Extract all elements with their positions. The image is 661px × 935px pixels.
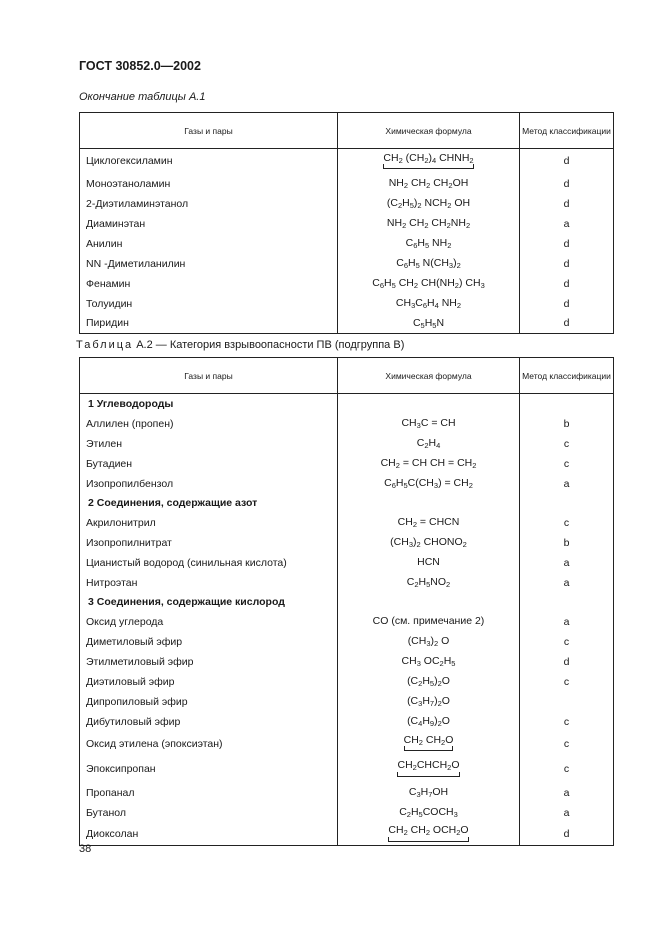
formula-text: $CH_2$ $CH_2O$ xyxy=(404,735,454,754)
method-cell: d xyxy=(520,294,614,314)
formula-cell xyxy=(338,294,520,314)
formula-cell xyxy=(338,414,520,434)
method-cell: a xyxy=(520,783,614,803)
table-row xyxy=(80,712,614,732)
substance-name-cell: Анилин xyxy=(80,234,338,254)
formula-cell xyxy=(338,632,520,652)
method-cell: a xyxy=(520,803,614,823)
formula-text: $CH_2CHCH_2O$ xyxy=(397,760,459,779)
substance-name-cell: Диэтиловый эфир xyxy=(80,672,338,692)
table-row xyxy=(80,553,614,573)
formula-text: $C_5H_5N$ xyxy=(412,316,445,330)
substance-name-cell: Пиридин xyxy=(80,314,338,334)
substance-name-cell: Пропанал xyxy=(80,783,338,803)
empty-cell xyxy=(338,494,520,513)
table-row xyxy=(80,783,614,803)
ring-bond-bracket xyxy=(388,837,468,842)
formula-text: $NH_2$ $CH_2$ $CH_2OH$ xyxy=(388,176,469,190)
table2-caption xyxy=(76,339,404,351)
substance-name-cell: Аллилен (пропен) xyxy=(80,414,338,434)
substance-name-cell: Оксид углерода xyxy=(80,612,338,632)
table-row xyxy=(80,394,614,414)
method-cell: a xyxy=(520,553,614,573)
formula-text: $CH_3$ $OC_2H_5$ xyxy=(401,654,456,668)
table-row xyxy=(80,194,614,214)
formula-cell xyxy=(338,553,520,573)
table-row xyxy=(80,314,614,334)
formula-cell xyxy=(338,756,520,783)
substance-name-cell: Нитроэтан xyxy=(80,573,338,593)
empty-cell xyxy=(338,394,520,414)
substance-name-cell: Бутадиен xyxy=(80,454,338,474)
substance-name-cell: Дибутиловый эфир xyxy=(80,712,338,732)
table-row xyxy=(80,632,614,652)
page-number: 38 xyxy=(79,843,92,855)
substance-name-cell: Эпоксипропан xyxy=(80,756,338,783)
method-cell: a xyxy=(520,474,614,494)
table-row xyxy=(80,593,614,612)
formula-cell xyxy=(338,672,520,692)
column-header-formula: Химическая формула xyxy=(338,358,520,394)
table-row xyxy=(80,652,614,672)
method-cell: a xyxy=(520,612,614,632)
formula-cell xyxy=(338,314,520,334)
formula-text: $(CH_3)_2$ O xyxy=(407,634,450,648)
method-cell: d xyxy=(520,823,614,846)
table-row xyxy=(80,573,614,593)
empty-cell xyxy=(338,593,520,612)
formula-text: $C_3H_7OH$ xyxy=(408,785,449,799)
document-id: ГОСТ 30852.0—2002 xyxy=(79,59,201,73)
substance-name-cell: Диметиловый эфир xyxy=(80,632,338,652)
section-heading: 2 Соединения, содержащие азот xyxy=(80,494,338,513)
formula-text: $(C_3H_7)_2O$ xyxy=(407,694,450,708)
substance-name-cell: Диоксолан xyxy=(80,823,338,846)
empty-cell xyxy=(520,494,614,513)
substance-name-cell: Дипропиловый эфир xyxy=(80,692,338,712)
formula-cell xyxy=(338,513,520,533)
method-cell: c xyxy=(520,732,614,756)
formula-cell xyxy=(338,234,520,254)
method-cell: b xyxy=(520,533,614,553)
formula-cell xyxy=(338,573,520,593)
table-row xyxy=(80,494,614,513)
table-row xyxy=(80,434,614,454)
method-cell: d xyxy=(520,274,614,294)
formula-cell xyxy=(338,823,520,846)
formula-text: $CH_2$ $(CH_2)_4$ $CHNH_2$ xyxy=(383,153,473,172)
substance-name-cell: 2-Диэтиламинэтанол xyxy=(80,194,338,214)
ring-bond-bracket xyxy=(404,746,454,751)
method-cell: d xyxy=(520,149,614,174)
formula-cell xyxy=(338,454,520,474)
table-row xyxy=(80,214,614,234)
formula-cell xyxy=(338,434,520,454)
formula-text: $CH_3C_6H_4$ $NH_2$ xyxy=(395,296,462,310)
method-cell: c xyxy=(520,712,614,732)
formula-text: $C_6H_5C(CH_3) = CH_2$ xyxy=(384,476,473,490)
table-row xyxy=(80,474,614,494)
method-cell: d xyxy=(520,194,614,214)
formula-text: $(CH_3)_2$ $CHONO_2$ xyxy=(390,535,467,549)
formula-cell xyxy=(338,783,520,803)
formula-text: $CH_2$ = CHCN xyxy=(397,515,460,529)
table2-header-row xyxy=(80,358,614,394)
substance-name-cell: Этилметиловый эфир xyxy=(80,652,338,672)
formula-cell xyxy=(338,652,520,672)
substance-name-cell: Диаминэтан xyxy=(80,214,338,234)
table2-body xyxy=(80,394,614,846)
table-row xyxy=(80,513,614,533)
method-cell: d xyxy=(520,254,614,274)
table1-header-row xyxy=(80,113,614,149)
method-cell: d xyxy=(520,234,614,254)
method-cell: c xyxy=(520,756,614,783)
table-row xyxy=(80,803,614,823)
table-row xyxy=(80,234,614,254)
method-cell: d xyxy=(520,314,614,334)
table1-caption: Окончание таблицы А.1 xyxy=(79,91,206,103)
method-cell xyxy=(520,692,614,712)
section-heading: 3 Соединения, содержащие кислород xyxy=(80,593,338,612)
table-row xyxy=(80,732,614,756)
substance-name-cell: Фенамин xyxy=(80,274,338,294)
method-cell: a xyxy=(520,573,614,593)
table2-caption-text: А.2 — Категория взрывоопасности ПВ (подгруппа В) xyxy=(136,339,405,351)
method-cell: c xyxy=(520,513,614,533)
formula-text: $C_6H_5$ $N(CH_3)_2$ xyxy=(396,256,461,270)
column-header-method: Метод классификации xyxy=(520,113,614,149)
formula-text: $(C_4H_9)_2O$ xyxy=(407,714,450,728)
formula-text: $NH_2$ $CH_2$ $CH_2NH_2$ xyxy=(386,216,471,230)
table-row xyxy=(80,254,614,274)
formula-cell xyxy=(338,474,520,494)
method-cell: c xyxy=(520,672,614,692)
ring-bond-bracket xyxy=(397,772,459,777)
table2-caption-prefix: Таблица xyxy=(76,339,134,351)
substance-name-cell: Бутанол xyxy=(80,803,338,823)
formula-text: CO (см. примечание 2) xyxy=(372,614,485,627)
formula-text: $CH_3C$ = CH xyxy=(401,416,456,430)
column-header-gases: Газы и пары xyxy=(80,358,338,394)
table-row xyxy=(80,692,614,712)
column-header-method: Метод классификации xyxy=(520,358,614,394)
table-row xyxy=(80,454,614,474)
substance-name-cell: Акрилонитрил xyxy=(80,513,338,533)
formula-cell xyxy=(338,612,520,632)
formula-cell xyxy=(338,533,520,553)
substance-name-cell: NN -Диметиланилин xyxy=(80,254,338,274)
substance-name-cell: Изопропилбензол xyxy=(80,474,338,494)
table1-body xyxy=(80,149,614,334)
method-cell: d xyxy=(520,652,614,672)
substance-name-cell: Этилен xyxy=(80,434,338,454)
formula-cell xyxy=(338,149,520,174)
formula-cell xyxy=(338,732,520,756)
substance-name-cell: Цианистый водород (синильная кислота) xyxy=(80,553,338,573)
formula-cell xyxy=(338,174,520,194)
formula-text: $C_6H_5$ $CH_2$ $CH(NH_2)$ $CH_3$ xyxy=(372,276,485,290)
formula-text: HCN xyxy=(417,555,440,568)
empty-cell xyxy=(520,394,614,414)
method-cell: c xyxy=(520,632,614,652)
formula-text: $C_6H_5$ $NH_2$ xyxy=(405,236,452,250)
table-row xyxy=(80,274,614,294)
table-row xyxy=(80,174,614,194)
table-row xyxy=(80,533,614,553)
substance-name-cell: Циклогексиламин xyxy=(80,149,338,174)
table-row xyxy=(80,672,614,692)
formula-text: $CH_2$ $CH_2$ $OCH_2O$ xyxy=(388,825,468,844)
formula-text: $(C_2H_5)_2O$ xyxy=(407,674,450,688)
formula-cell xyxy=(338,214,520,234)
formula-cell xyxy=(338,194,520,214)
substance-name-cell: Толуидин xyxy=(80,294,338,314)
formula-text: $C_2H_5NO_2$ xyxy=(406,575,451,589)
formula-cell xyxy=(338,803,520,823)
method-cell: c xyxy=(520,434,614,454)
table-row xyxy=(80,149,614,174)
column-header-gases: Газы и пары xyxy=(80,113,338,149)
formula-text: $C_2H_4$ xyxy=(416,436,441,450)
substance-name-cell: Изопропилнитрат xyxy=(80,533,338,553)
method-cell: b xyxy=(520,414,614,434)
table-row xyxy=(80,294,614,314)
method-cell: d xyxy=(520,174,614,194)
substance-name-cell: Моноэтаноламин xyxy=(80,174,338,194)
section-heading: 1 Углеводороды xyxy=(80,394,338,414)
empty-cell xyxy=(520,593,614,612)
table-row xyxy=(80,756,614,783)
formula-text: $(C_2H_5)_2$ $NCH_2$ OH xyxy=(386,196,471,210)
ring-bond-bracket xyxy=(383,164,473,169)
substance-name-cell: Оксид этилена (эпоксиэтан) xyxy=(80,732,338,756)
formula-cell xyxy=(338,692,520,712)
method-cell: c xyxy=(520,454,614,474)
method-cell: a xyxy=(520,214,614,234)
table-row xyxy=(80,823,614,846)
formula-cell xyxy=(338,712,520,732)
formula-cell xyxy=(338,254,520,274)
formula-text: $C_2H_5COCH_3$ xyxy=(399,805,458,819)
formula-cell xyxy=(338,274,520,294)
table1 xyxy=(79,112,614,334)
table2 xyxy=(79,357,614,846)
formula-text: $CH_2$ = CH CH = $CH_2$ xyxy=(380,456,477,470)
column-header-formula: Химическая формула xyxy=(338,113,520,149)
table-row xyxy=(80,414,614,434)
table-row xyxy=(80,612,614,632)
